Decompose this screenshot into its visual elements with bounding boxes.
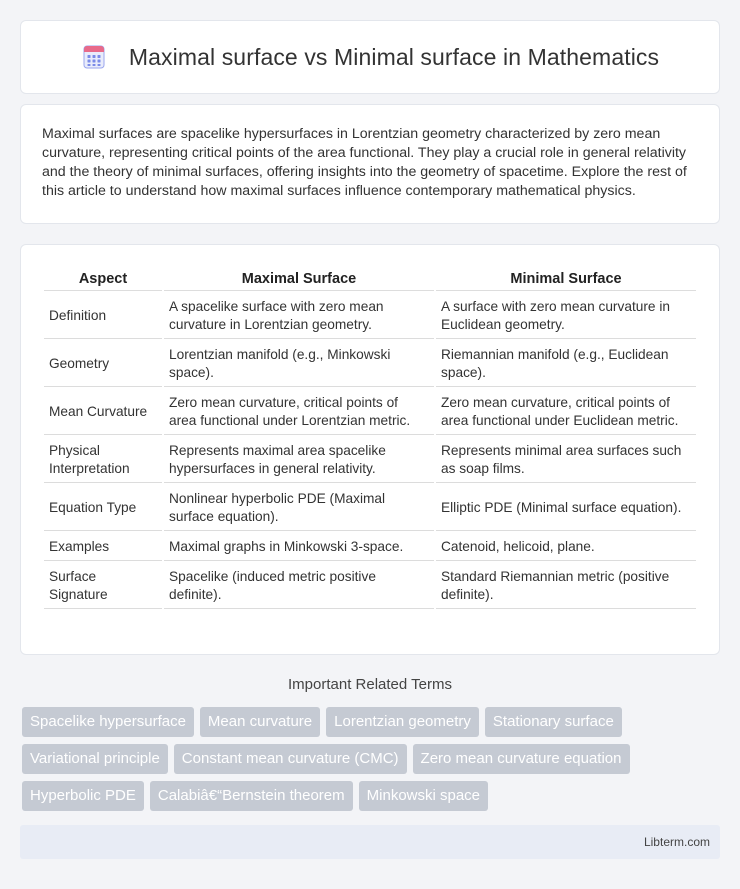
row-minimal: Catenoid, helicoid, plane. xyxy=(436,533,696,561)
row-maximal: Spacelike (induced metric positive definite). xyxy=(164,563,434,609)
table-row xyxy=(44,437,696,483)
related-term-tag[interactable]: Calabiâ€“Bernstein theorem xyxy=(150,781,353,811)
column-header-maximal: Maximal Surface xyxy=(164,267,434,291)
row-maximal: Lorentzian manifold (e.g., Minkowski space). xyxy=(164,341,434,387)
related-term-tag[interactable]: Mean curvature xyxy=(200,707,320,737)
row-maximal: Nonlinear hyperbolic PDE (Maximal surface equation). xyxy=(164,485,434,531)
related-terms-list xyxy=(22,707,722,811)
row-aspect: Definition xyxy=(44,293,162,339)
row-minimal: Represents minimal area surfaces such as soap films. xyxy=(436,437,696,483)
row-minimal: Standard Riemannian metric (positive definite). xyxy=(436,563,696,609)
row-minimal: Elliptic PDE (Minimal surface equation). xyxy=(436,485,696,531)
footer-site-link[interactable]: Libterm.com xyxy=(643,835,710,849)
table-row xyxy=(44,293,696,339)
related-term-tag[interactable]: Zero mean curvature equation xyxy=(413,744,630,774)
table-row xyxy=(44,533,696,561)
intro-card xyxy=(20,104,720,224)
page-title: Maximal surface vs Minimal surface in Mathematics xyxy=(128,43,660,70)
row-aspect: Mean Curvature xyxy=(44,389,162,435)
row-maximal: Zero mean curvature, critical points of area functional under Lorentzian metric. xyxy=(164,389,434,435)
row-minimal: Zero mean curvature, critical points of area functional under Euclidean metric. xyxy=(436,389,696,435)
related-term-tag[interactable]: Lorentzian geometry xyxy=(326,707,479,737)
footer xyxy=(20,825,720,859)
row-aspect: Equation Type xyxy=(44,485,162,531)
related-term-tag[interactable]: Stationary surface xyxy=(485,707,622,737)
row-aspect: Geometry xyxy=(44,341,162,387)
table-header-row xyxy=(44,267,696,291)
row-maximal: Represents maximal area spacelike hypersurfaces in general relativity. xyxy=(164,437,434,483)
row-minimal: Riemannian manifold (e.g., Euclidean space). xyxy=(436,341,696,387)
row-minimal: A surface with zero mean curvature in Euclidean geometry. xyxy=(436,293,696,339)
related-term-tag[interactable]: Variational principle xyxy=(22,744,168,774)
row-maximal: Maximal graphs in Minkowski 3-space. xyxy=(164,533,434,561)
related-term-tag[interactable]: Hyperbolic PDE xyxy=(22,781,144,811)
related-terms-title: Important Related Terms xyxy=(288,676,452,693)
comparison-card xyxy=(20,244,720,655)
table-row xyxy=(44,485,696,531)
table-row xyxy=(44,563,696,609)
related-term-tag[interactable]: Spacelike hypersurface xyxy=(22,707,194,737)
table-row xyxy=(44,389,696,435)
calculator-icon xyxy=(81,44,107,70)
title-card xyxy=(20,20,720,94)
column-header-aspect: Aspect xyxy=(44,267,162,291)
related-term-tag[interactable]: Constant mean curvature (CMC) xyxy=(174,744,407,774)
row-aspect: Physical Interpretation xyxy=(44,437,162,483)
intro-text: Maximal surfaces are spacelike hypersurfaces in Lorentzian geometry characterized by zero mean curvature, representing critical points of the area functional. They play a crucial role in general relativity and the theory of minimal surfaces, offering insights into the geometry of spacetime. Explore the rest of this article to understand how maximal surfaces influence contemporary mathematical physics. xyxy=(42,126,687,199)
column-header-minimal: Minimal Surface xyxy=(436,267,696,291)
comparison-table xyxy=(42,265,698,611)
row-aspect: Examples xyxy=(44,533,162,561)
row-maximal: A spacelike surface with zero mean curvature in Lorentzian geometry. xyxy=(164,293,434,339)
related-term-tag[interactable]: Minkowski space xyxy=(359,781,488,811)
table-row xyxy=(44,341,696,387)
row-aspect: Surface Signature xyxy=(44,563,162,609)
